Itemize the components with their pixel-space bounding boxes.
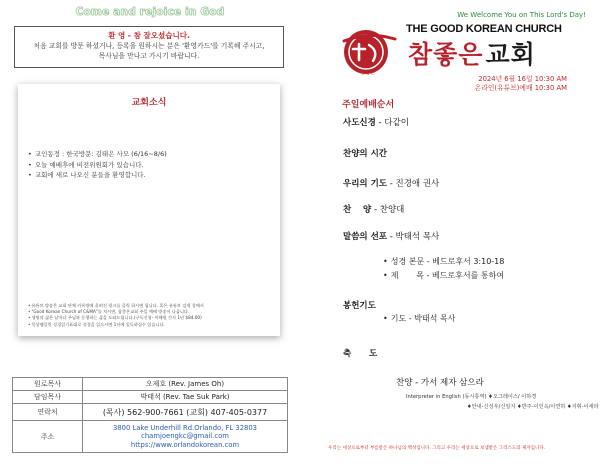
news-item: • 오늘 예배후에 비전위원회가 있습니다. [28, 160, 167, 171]
address-cell [83, 421, 288, 453]
welcome-box [14, 26, 284, 68]
order-item-name: 봉헌기도 [343, 301, 376, 311]
order-item-prayer [343, 177, 439, 189]
order-item-name: 찬양의 시간 [343, 149, 388, 159]
church-logo [339, 27, 399, 77]
church-name-korean-suffix: 교회 [485, 40, 536, 69]
sermon-title: • 제 목 - 베드로후서를 통하여 [383, 270, 504, 281]
welcome-line-2: 목사님을 만나고 가시기 바랍니다. [98, 52, 200, 60]
order-item-sermon [343, 230, 439, 242]
info-value: 박태석 (Rev. Tae Suk Park) [83, 391, 288, 404]
welcome-line-1: 처음 교회를 방문 하셨거나, 등록을 원하시는 분은 '환영카드'를 기록해 주시고, [33, 42, 265, 50]
order-item-name: 말씀의 선포 [343, 232, 388, 242]
order-item-creed [343, 116, 409, 128]
order-item-offering [343, 299, 376, 311]
email-link[interactable]: chamjoengkc@gmail.com [141, 432, 229, 441]
interpreter-info: Interpreter in English (동시통역) ♦오그레이스/ 이하경 [406, 394, 537, 400]
news-item: • 교인동정 : 한국방문: 김태은 사모 (6/16~8/6) [28, 149, 167, 160]
order-item-detail: - 박태석 목사 [387, 232, 440, 242]
news-note: • 묵상팸플릿 성경읽기표대로 성경을 읽으시면 1년에 일독하실수 있습니다. [28, 322, 276, 328]
table-row [13, 378, 288, 391]
news-note: • 유튜브 방송은 교회 단체 카톡방에 올려진 링크를 클릭 하시면 됩니다. 혹은 유튜브 검색 창에서 [28, 303, 276, 309]
order-item-praise [343, 147, 387, 159]
logo-text: 참좋은 [360, 70, 376, 76]
footer-motto: 우리는 세상으로부터 부름받은 하나님의 백성입니다. 그리고 우리는 세상으로 보냄받은 그리스도의 제자입니다. [328, 446, 546, 451]
order-item-name: 사도신경 [343, 118, 376, 128]
banner-text: Come and rejoice in God [75, 6, 225, 18]
closing-hymn: 찬양 - 가서 제자 삼으라 [396, 378, 484, 388]
service-date: 2024년 6월 16일 10:30 AM [478, 75, 567, 83]
news-title: 교회소식 [131, 98, 167, 108]
info-label: 연락처 [13, 404, 83, 421]
address-line[interactable]: 3800 Lake Underhill Rd.Orlando, FL 32803 [112, 423, 257, 432]
welcome-tagline: We Welcome You on This Lord's Day! [457, 11, 586, 19]
news-list [28, 149, 167, 181]
order-item-benediction [343, 347, 377, 359]
church-name-korean [408, 35, 536, 71]
table-row [13, 404, 288, 421]
order-item-name: 축 도 [343, 349, 378, 359]
order-item-detail: - 찬양대 [371, 205, 405, 215]
church-name-korean-main: 참좋은 [408, 40, 484, 69]
news-item: • 교회에 새로 나오신 분들을 환영합니다. [28, 170, 167, 181]
table-row [13, 391, 288, 404]
church-info-table [12, 377, 288, 453]
order-item-detail: - 다같이 [375, 118, 409, 128]
offering-prayer: • 기도 - 박태석 목사 [383, 313, 455, 324]
order-item-name: 우리의 기도 [343, 179, 388, 189]
online-service-time: 온라인(유튜브)예배 10:30 AM [474, 84, 567, 92]
news-note: • 생명의 삶은 날마다 주님과 동행하는 삶을 도와드립니다.(구독신청- 이해원 간사 1년 $84.00) [28, 315, 276, 321]
welcome-title: 환 영 - 참 잘오셨습니다. [108, 31, 190, 40]
ushers-info: ♦안내-신성우/신일지 ♦반주-이인옥/이연하 ♦지휘-이세라 [467, 404, 599, 410]
info-label: 주소 [13, 421, 83, 453]
order-of-service-title: 주일예배순서 [342, 100, 395, 110]
info-value: 오제호 (Rev. James Oh) [83, 378, 288, 391]
website-link[interactable]: https://www.orlandokorean.com [130, 440, 240, 449]
church-name-english: THE GOOD KOREAN CHURCH [406, 23, 562, 35]
info-value: (목사) 562-900-7661 (교회) 407-405-0377 [83, 404, 288, 421]
church-news-card [18, 84, 280, 336]
news-note: • "Good Korean Church of C&MA"를 치시면, 참좋은교회 주일 예배 방송이 나옵니다. [28, 309, 276, 315]
sermon-scripture: • 성경 본문 - 베드로후서 3:10-18 [383, 256, 504, 267]
news-notes [28, 303, 276, 328]
order-item-detail: - 진경애 권사 [387, 179, 440, 189]
bulletin-right-page [300, 0, 600, 464]
info-label: 담임목사 [13, 391, 83, 404]
info-label: 원로목사 [13, 378, 83, 391]
order-item-name: 찬 양 [343, 205, 372, 215]
order-item-choir [343, 203, 404, 215]
table-row [13, 421, 288, 453]
